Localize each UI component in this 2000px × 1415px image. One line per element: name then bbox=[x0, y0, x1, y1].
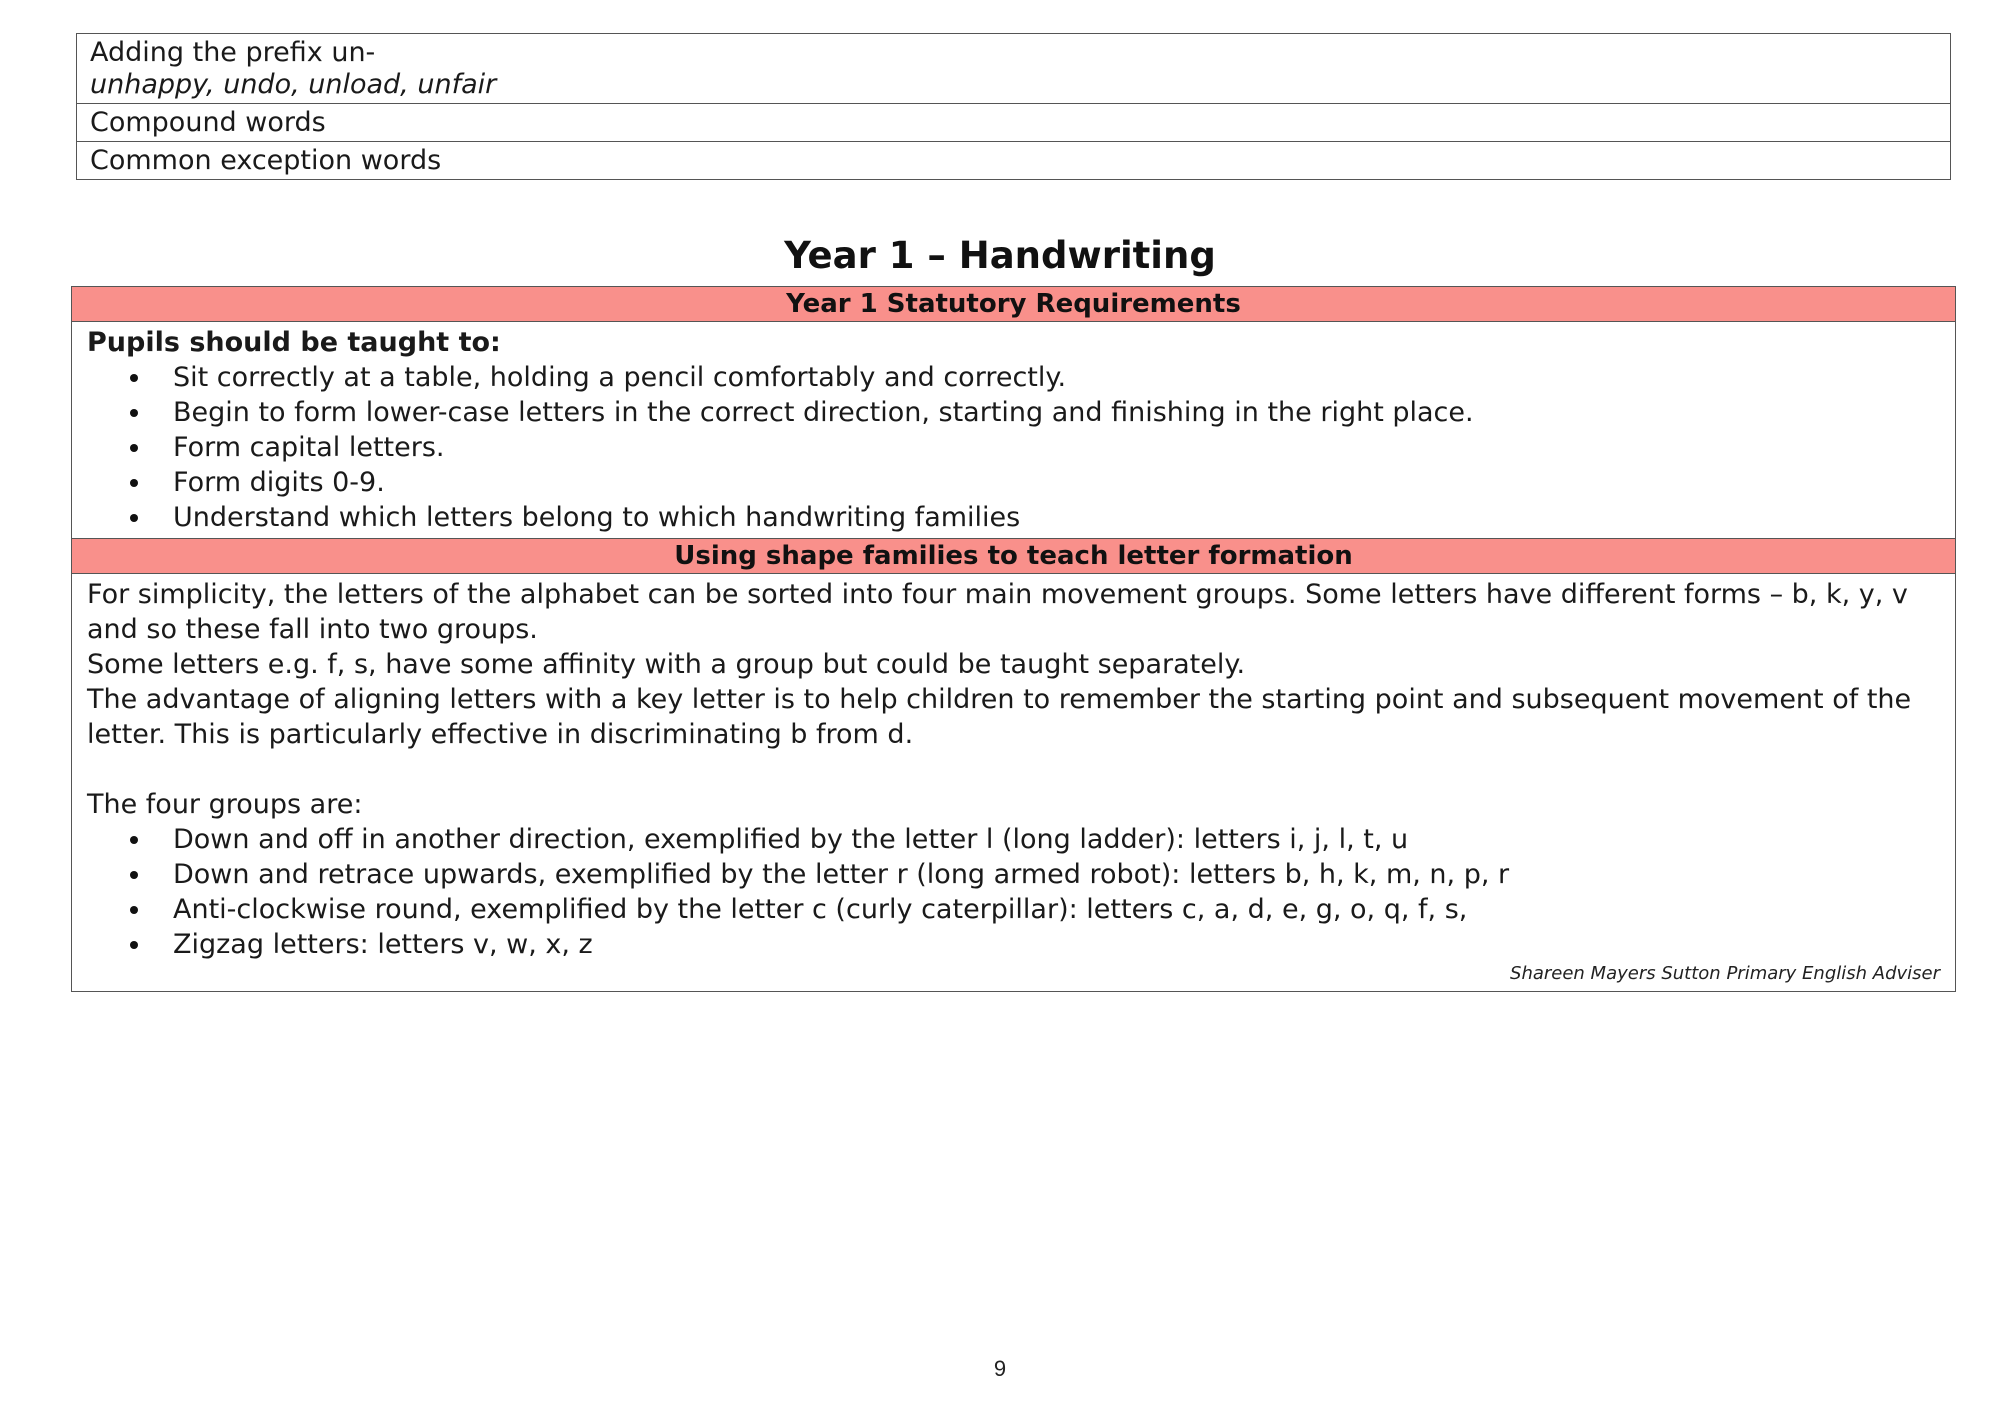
topic-title: Common exception words bbox=[90, 145, 442, 176]
topic-title: Compound words bbox=[90, 107, 326, 138]
requirements-header: Year 1 Statutory Requirements bbox=[72, 287, 1956, 322]
handwriting-table bbox=[71, 286, 1956, 992]
paragraph: The advantage of aligning letters with a key letter is to help children to remember the starting point and subsequent movement of the letter. This is particularly effective in discriminating b from d. bbox=[87, 684, 1912, 750]
table-row bbox=[77, 142, 1951, 180]
page-number: 9 bbox=[993, 1356, 1007, 1381]
table-cell bbox=[77, 34, 1951, 104]
topic-title: Adding the prefix un- bbox=[90, 37, 376, 68]
list-item: Anti-clockwise round, exemplified by the letter c (curly caterpillar): letters c, a, d, e, g, o, q, f, s, bbox=[173, 892, 1940, 927]
requirements-lead: Pupils should be taught to: bbox=[87, 327, 501, 358]
author-credit: Shareen Mayers Sutton Primary English Adviser bbox=[1510, 963, 1940, 984]
requirements-list bbox=[87, 360, 1940, 535]
groups-list bbox=[87, 822, 1940, 962]
topic-examples: unhappy, undo, unload, unfair bbox=[90, 69, 497, 100]
table-row bbox=[77, 104, 1951, 142]
paragraph: For simplicity, the letters of the alphabet can be sorted into four main movement groups. Some letters have different forms – b, k, y, v and so these fall into two groups. bbox=[87, 579, 1908, 645]
table-row bbox=[72, 574, 1956, 992]
table-row bbox=[72, 287, 1956, 322]
list-item: Down and off in another direction, exemplified by the letter l (long ladder): letters i, j, l, t, u bbox=[173, 822, 1940, 857]
table-row bbox=[72, 322, 1956, 539]
table-row bbox=[77, 34, 1951, 104]
table-cell bbox=[77, 104, 1951, 142]
list-item: Form digits 0-9. bbox=[173, 465, 1940, 500]
spelling-topics-table bbox=[76, 33, 1951, 180]
groups-lead: The four groups are: bbox=[87, 789, 363, 820]
list-item: Down and retrace upwards, exemplified by the letter r (long armed robot): letters b, h, k, m, n, p, r bbox=[173, 857, 1940, 892]
list-item: Form capital letters. bbox=[173, 430, 1940, 465]
shape-families-cell bbox=[72, 574, 1956, 992]
table-cell bbox=[77, 142, 1951, 180]
section-title: Year 1 – Handwriting bbox=[784, 234, 1216, 277]
shape-families-header: Using shape families to teach letter formation bbox=[72, 539, 1956, 574]
list-item: Understand which letters belong to which handwriting families bbox=[173, 500, 1940, 535]
requirements-cell bbox=[72, 322, 1956, 539]
table-row bbox=[72, 539, 1956, 574]
spacer bbox=[87, 752, 1940, 787]
paragraph: Some letters e.g. f, s, have some affinity with a group but could be taught separately. bbox=[87, 649, 1246, 680]
list-item: Begin to form lower-case letters in the correct direction, starting and finishing in the right place. bbox=[173, 395, 1940, 430]
list-item: Sit correctly at a table, holding a pencil comfortably and correctly. bbox=[173, 360, 1940, 395]
list-item: Zigzag letters: letters v, w, x, z bbox=[173, 927, 1940, 962]
